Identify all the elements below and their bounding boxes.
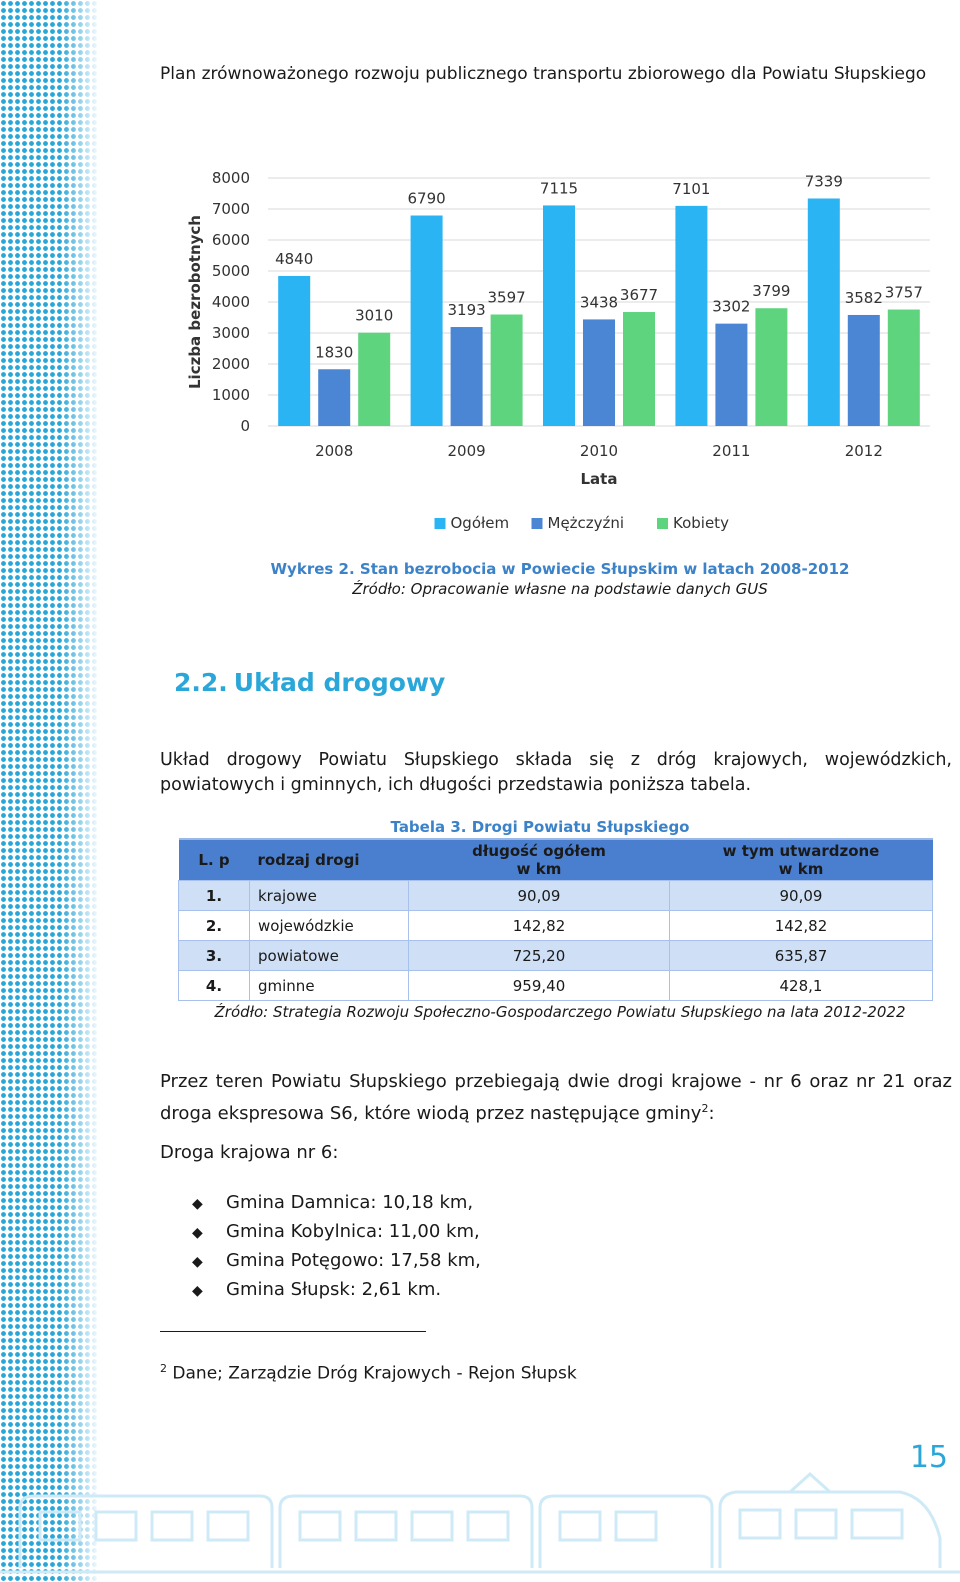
data-label: 3582 bbox=[844, 288, 883, 307]
y-axis-label: Liczba bezrobotnych bbox=[186, 215, 204, 389]
paragraph-national-roads-text: Przez teren Powiatu Słupskiego przebiegają dwie drogi krajowe - nr 6 oraz nr 21 oraz droga ekspresowa S6, które wiodą przez następujące gminy bbox=[160, 1071, 952, 1124]
cell-paved: 635,87 bbox=[670, 941, 933, 971]
data-label: 3757 bbox=[884, 283, 923, 302]
data-label: 3799 bbox=[752, 282, 791, 301]
header-length bbox=[409, 839, 670, 881]
bar-Ogółem bbox=[808, 198, 840, 426]
x-tick-label: 2008 bbox=[315, 442, 354, 460]
bar-Ogółem bbox=[675, 206, 707, 426]
section-title: Układ drogowy bbox=[233, 668, 446, 697]
cell-lp: 1. bbox=[179, 881, 250, 911]
y-tick-label: 8000 bbox=[211, 169, 250, 187]
data-label: 4840 bbox=[275, 249, 314, 268]
page-header: Plan zrównoważonego rozwoju publicznego transportu zbiorowego dla Powiatu Słupskiego bbox=[160, 64, 927, 84]
bar-Mężczyźni bbox=[848, 315, 880, 426]
bar-Kobiety bbox=[491, 314, 523, 426]
y-tick-label: 1000 bbox=[211, 386, 250, 404]
legend-label: Ogółem bbox=[450, 514, 510, 532]
table-row bbox=[179, 911, 933, 941]
x-tick-label: 2012 bbox=[844, 442, 883, 460]
road-6-heading: Droga krajowa nr 6: bbox=[160, 1142, 339, 1163]
diamond-bullet-icon: ◆ bbox=[192, 1196, 203, 1212]
cell-lp: 4. bbox=[179, 971, 250, 1001]
table-caption: Tabela 3. Drogi Powiatu Słupskiego bbox=[390, 818, 690, 836]
legend-swatch bbox=[657, 518, 668, 529]
list-item-text: Gmina Słupsk: 2,61 km. bbox=[226, 1279, 442, 1300]
cell-road-type: krajowe bbox=[250, 881, 409, 911]
cell-paved: 142,82 bbox=[670, 911, 933, 941]
section-number: 2.2. bbox=[174, 668, 228, 697]
data-label: 7101 bbox=[672, 179, 711, 198]
bar-Mężczyźni bbox=[451, 327, 483, 426]
header-paved-line2: w km bbox=[778, 860, 824, 878]
bar-Ogółem bbox=[411, 216, 443, 426]
x-tick-label: 2010 bbox=[579, 442, 619, 460]
footnote-text: Dane; Zarządzie Dróg Krajowych - Rejon Słupsk bbox=[172, 1363, 577, 1384]
y-tick-label: 7000 bbox=[211, 200, 250, 218]
paragraph-road-system: Układ drogowy Powiatu Słupskiego składa się z dróg krajowych, wojewódzkich, powiatowych i gminnych, ich długości przedstawia poniższa tabela. bbox=[160, 750, 952, 795]
data-label: 7339 bbox=[804, 172, 843, 191]
header-road-type: rodzaj drogi bbox=[250, 839, 409, 881]
list-item bbox=[192, 1217, 481, 1246]
unemployment-chart bbox=[180, 160, 960, 550]
header-paved-line1: w tym utwardzone bbox=[722, 842, 880, 860]
list-item bbox=[192, 1188, 481, 1217]
header-length-line2: w km bbox=[516, 860, 562, 878]
table-row bbox=[179, 881, 933, 911]
table-row bbox=[179, 941, 933, 971]
header-length-line1: długość ogółem bbox=[472, 842, 606, 860]
y-tick-label: 5000 bbox=[211, 262, 250, 280]
legend-label: Kobiety bbox=[673, 514, 729, 532]
data-label: 3010 bbox=[355, 306, 394, 325]
data-label: 1830 bbox=[315, 343, 354, 362]
list-item-text: Gmina Potęgowo: 17,58 km, bbox=[226, 1250, 481, 1271]
data-label: 3597 bbox=[487, 288, 526, 307]
footnote bbox=[160, 1362, 577, 1384]
cell-road-type: powiatowe bbox=[250, 941, 409, 971]
footnote-number: 2 bbox=[160, 1362, 167, 1375]
diamond-bullet-icon: ◆ bbox=[192, 1225, 203, 1241]
diamond-bullet-icon: ◆ bbox=[192, 1254, 203, 1270]
roads-table bbox=[178, 838, 933, 1001]
bar-Mężczyźni bbox=[318, 369, 350, 426]
footnote-separator bbox=[160, 1331, 426, 1332]
chart-caption-title: Wykres 2. Stan bezrobocia w Powiecie Słupskim w latach 2008-2012 bbox=[270, 560, 850, 578]
gminy-list bbox=[192, 1188, 481, 1304]
legend-swatch bbox=[435, 518, 446, 529]
cell-paved: 90,09 bbox=[670, 881, 933, 911]
list-item-text: Gmina Damnica: 10,18 km, bbox=[226, 1192, 474, 1213]
header-paved bbox=[670, 839, 933, 881]
x-tick-label: 2011 bbox=[712, 442, 751, 460]
bar-Kobiety bbox=[358, 333, 390, 426]
cell-length: 142,82 bbox=[409, 911, 670, 941]
cell-length: 959,40 bbox=[409, 971, 670, 1001]
list-item-text: Gmina Kobylnica: 11,00 km, bbox=[226, 1221, 480, 1242]
data-label: 3193 bbox=[447, 301, 486, 320]
y-tick-label: 2000 bbox=[211, 355, 250, 373]
data-label: 3438 bbox=[579, 293, 619, 312]
legend-swatch bbox=[532, 518, 543, 529]
y-tick-label: 3000 bbox=[211, 324, 250, 342]
page-number: 15 bbox=[909, 1440, 948, 1475]
x-tick-label: 2009 bbox=[447, 442, 486, 460]
bar-Kobiety bbox=[623, 312, 655, 426]
list-item bbox=[192, 1275, 481, 1304]
y-tick-label: 6000 bbox=[211, 231, 250, 249]
cell-road-type: gminne bbox=[250, 971, 409, 1001]
footnote-ref: 2 bbox=[701, 1102, 709, 1115]
bar-Kobiety bbox=[755, 308, 787, 426]
legend-label: Mężczyźni bbox=[547, 514, 625, 532]
list-item bbox=[192, 1246, 481, 1275]
decorative-dot-fade bbox=[60, 0, 100, 1582]
y-tick-label: 0 bbox=[240, 417, 250, 435]
section-heading bbox=[174, 668, 445, 697]
table-source: Źródło: Strategia Rozwoju Społeczno-Gospodarczego Powiatu Słupskiego na lata 2012-2022 bbox=[214, 1003, 906, 1021]
bar-Kobiety bbox=[888, 310, 920, 426]
header-lp: L. p bbox=[179, 839, 250, 881]
chart-caption-source: Źródło: Opracowanie własne na podstawie danych GUS bbox=[352, 580, 768, 598]
cell-length: 725,20 bbox=[409, 941, 670, 971]
diamond-bullet-icon: ◆ bbox=[192, 1283, 203, 1299]
bar-Ogółem bbox=[278, 276, 310, 426]
data-label: 7115 bbox=[539, 179, 579, 198]
paragraph-national-roads bbox=[160, 1068, 952, 1127]
data-label: 3677 bbox=[619, 286, 659, 305]
table-row bbox=[179, 971, 933, 1001]
cell-lp: 2. bbox=[179, 911, 250, 941]
x-axis-label: Lata bbox=[580, 470, 618, 488]
data-label: 3302 bbox=[712, 297, 751, 316]
table-header-row bbox=[179, 839, 933, 881]
paragraph-national-roads-end: : bbox=[708, 1103, 715, 1124]
cell-paved: 428,1 bbox=[670, 971, 933, 1001]
cell-road-type: wojewódzkie bbox=[250, 911, 409, 941]
cell-length: 90,09 bbox=[409, 881, 670, 911]
train-illustration bbox=[0, 1468, 960, 1582]
data-label: 6790 bbox=[407, 189, 446, 208]
bar-Ogółem bbox=[543, 205, 575, 426]
bar-Mężczyźni bbox=[583, 319, 615, 426]
y-tick-label: 4000 bbox=[211, 293, 250, 311]
cell-lp: 3. bbox=[179, 941, 250, 971]
bar-Mężczyźni bbox=[715, 324, 747, 426]
